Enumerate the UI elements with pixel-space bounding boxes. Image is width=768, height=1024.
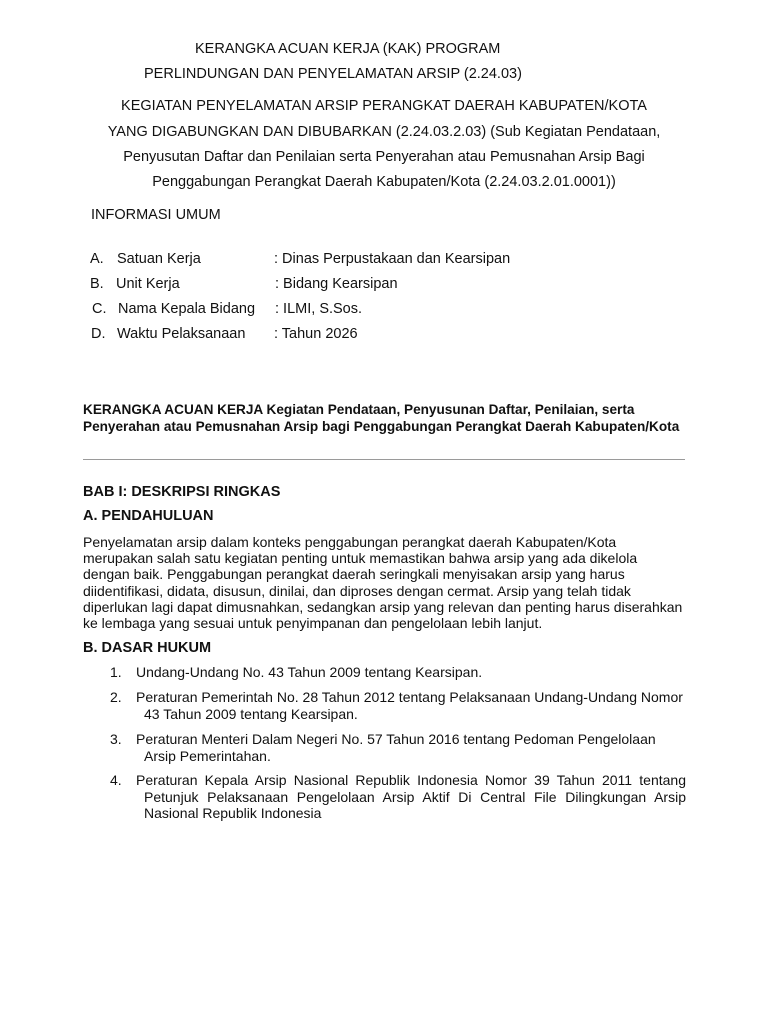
info-row-label: Nama Kepala Bidang xyxy=(118,301,256,317)
law-list-item-2 xyxy=(110,689,686,722)
law-item-number: 4. xyxy=(110,772,122,788)
law-item-text: Peraturan Kepala Arsip Nasional Republik Indonesia Nomor 39 Tahun 2011 tentang Petunjuk Pelaksanaan Pengelolaan Arsip Aktif Di Central File Dilingkungan Arsip Nasional Republik Indonesia xyxy=(136,772,686,822)
info-row-letter: C. xyxy=(92,301,107,317)
info-row-value: : Dinas Perpustakaan dan Kearsipan xyxy=(274,251,511,267)
law-item-text: Peraturan Pemerintah No. 28 Tahun 2012 tentang Pelaksanaan Undang-Undang Nomor 43 Tahun 2009 tentang Kearsipan. xyxy=(136,689,683,722)
section-divider xyxy=(83,459,685,460)
kegiatan-title-line-2: YANG DIGABUNGKAN DAN DIBUBARKAN (2.24.03.2.03) (Sub Kegiatan Pendataan, xyxy=(107,124,661,140)
pendahuluan-paragraph: Penyelamatan arsip dalam konteks penggabungan perangkat daerah Kabupaten/Kota merupakan salah satu kegiatan penting untuk memastikan bahwa arsip yang ada dikelola dengan baik. Penggabungan perangkat daerah seringkali menyisakan arsip yang harus diidentifikasi, didata, disusun, dinilai, dan diproses dengan cermat. Arsip yang telah tidak diperlukan lagi dapat dimusnahkan, sedangkan arsip yang relevan dan penting harus diserahkan ke lembaga yang sesuai untuk penyimpanan dan pengelolaan lebih lanjut. xyxy=(83,534,683,632)
program-title-line-1: KERANGKA ACUAN KERJA (KAK) PROGRAM xyxy=(195,41,501,57)
kegiatan-title-line-4: Penggabungan Perangkat Daerah Kabupaten/Kota (2.24.03.2.01.0001)) xyxy=(152,174,616,190)
law-item-number: 1. xyxy=(110,664,122,680)
info-section-title: INFORMASI UMUM xyxy=(91,207,221,223)
law-list-item-4 xyxy=(110,772,686,822)
info-row-value: : Bidang Kearsipan xyxy=(275,276,398,292)
law-list-item-3 xyxy=(110,731,686,764)
kegiatan-title-line-3: Penyusutan Daftar dan Penilaian serta Penyerahan atau Pemusnahan Arsip Bagi xyxy=(123,149,645,165)
law-list-item-1 xyxy=(110,664,686,681)
info-row-value: : Tahun 2026 xyxy=(274,326,358,342)
law-item-number: 2. xyxy=(110,689,122,705)
bab-1-title: BAB I: DESKRIPSI RINGKAS xyxy=(83,484,281,500)
info-row-letter: D. xyxy=(91,326,106,342)
law-item-text: Undang-Undang No. 43 Tahun 2009 tentang Kearsipan. xyxy=(136,664,483,680)
info-row-label: Unit Kerja xyxy=(116,276,180,292)
law-item-number: 3. xyxy=(110,731,122,747)
info-row-label: Satuan Kerja xyxy=(117,251,201,267)
info-row-letter: A. xyxy=(90,251,104,267)
info-row-letter: B. xyxy=(90,276,104,292)
info-row-value: : ILMI, S.Sos. xyxy=(275,301,363,317)
kegiatan-title-line-1: KEGIATAN PENYELAMATAN ARSIP PERANGKAT DAERAH KABUPATEN/KOTA xyxy=(121,98,647,114)
dasar-hukum-title: B. DASAR HUKUM xyxy=(83,640,212,656)
program-title-line-2: PERLINDUNGAN DAN PENYELAMATAN ARSIP (2.24.03) xyxy=(144,66,522,82)
info-row-label: Waktu Pelaksanaan xyxy=(117,326,246,342)
law-item-text: Peraturan Menteri Dalam Negeri No. 57 Tahun 2016 tentang Pedoman Pengelolaan Arsip Pemerintahan. xyxy=(136,731,656,764)
pendahuluan-title: A. PENDAHULUAN xyxy=(83,508,214,524)
kak-title: KERANGKA ACUAN KERJA Kegiatan Pendataan, Penyusunan Daftar, Penilaian, serta Penyerahan atau Pemusnahan Arsip bagi Penggabungan Perangkat Daerah Kabupaten/Kota xyxy=(83,402,680,434)
